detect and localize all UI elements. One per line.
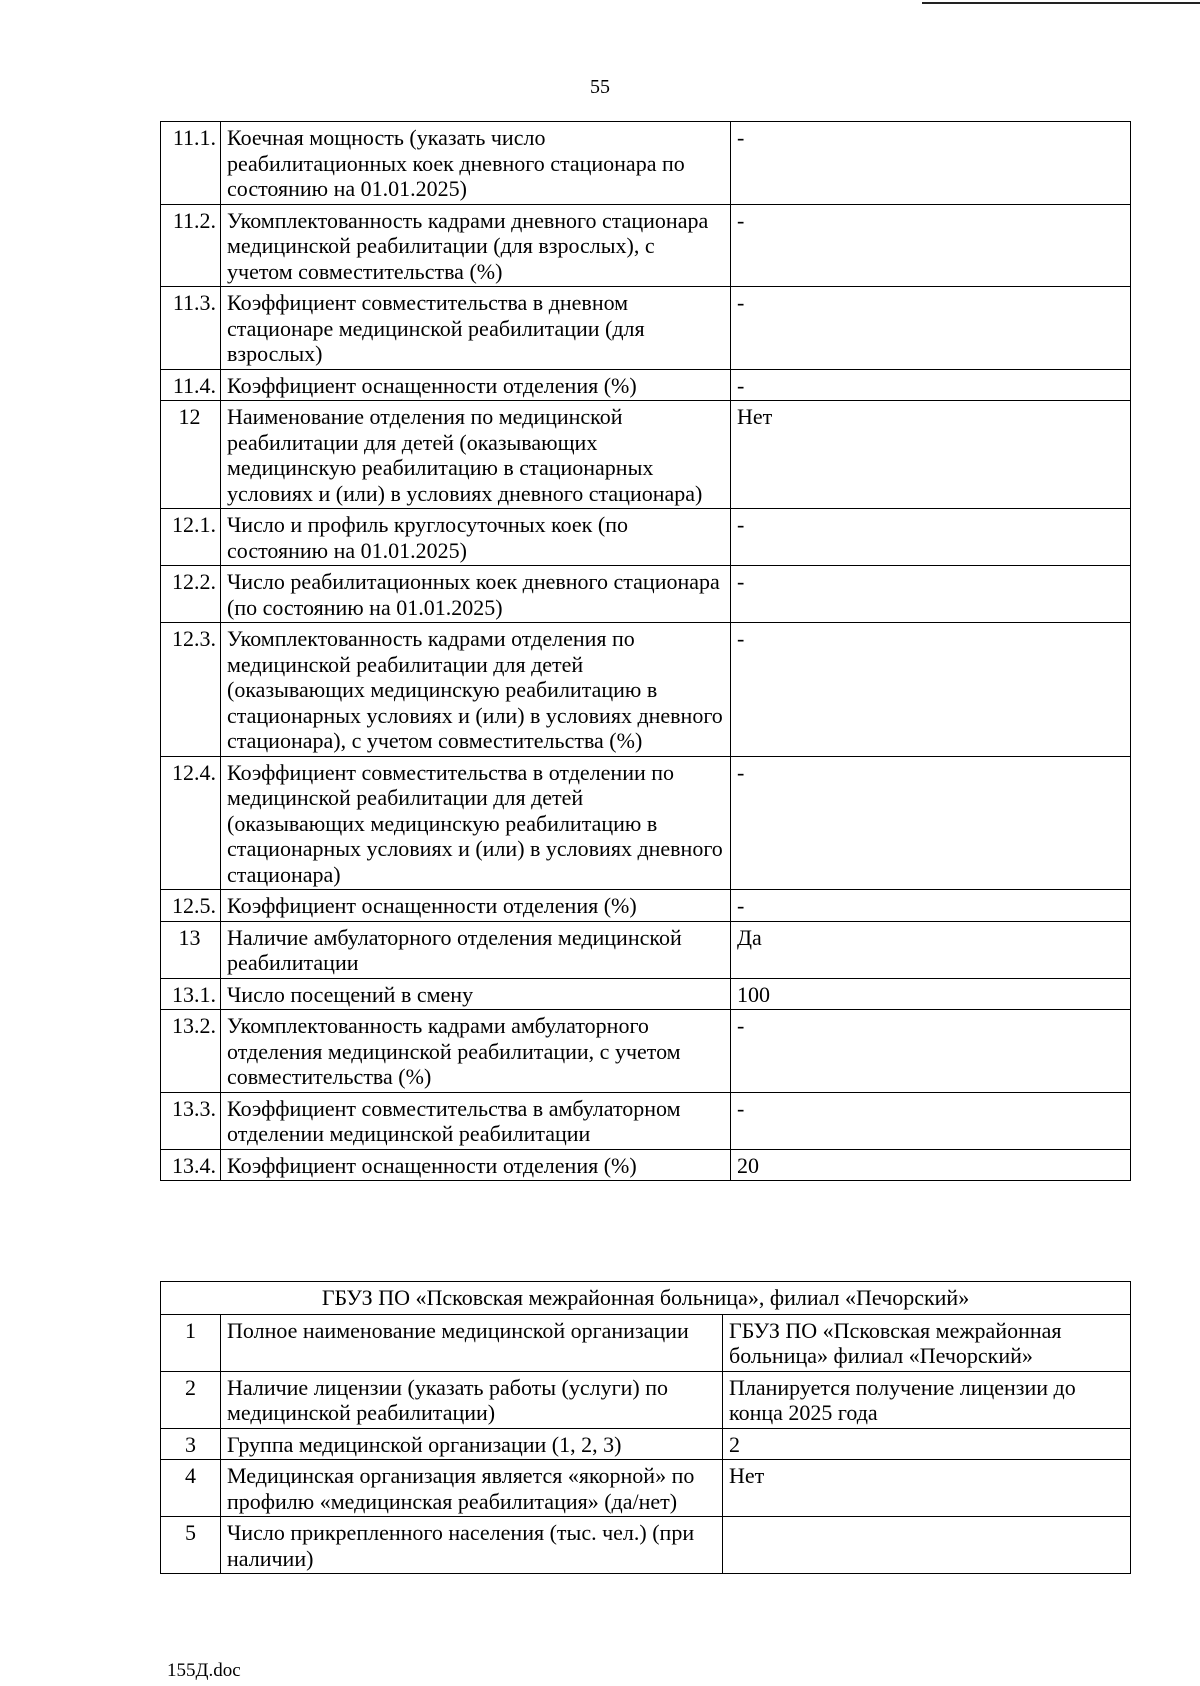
table-row <box>161 921 1131 978</box>
row-value: 2 <box>723 1428 1131 1460</box>
row-label: Коэффициент совместительства в дневном стационаре медицинской реабилитации (для взрослых) <box>221 287 731 370</box>
row-label: Число и профиль круглосуточных коек (по состоянию на 01.01.2025) <box>221 509 731 566</box>
row-label: Число прикрепленного населения (тыс. чел.) (при наличии) <box>221 1517 723 1574</box>
organization-table <box>160 1281 1131 1574</box>
row-value: - <box>731 756 1131 890</box>
row-number: 13 <box>161 921 221 978</box>
row-value: - <box>731 369 1131 401</box>
table-row <box>161 122 1131 205</box>
row-label: Коэффициент совместительства в отделении по медицинской реабилитации для детей (оказывающих медицинскую реабилитацию в стационарных условиях и (или) в условиях дневного стационара) <box>221 756 731 890</box>
row-number: 11.1. <box>161 122 221 205</box>
row-number: 11.4. <box>161 369 221 401</box>
table-row <box>161 1371 1131 1428</box>
table-row <box>161 756 1131 890</box>
table-row <box>161 204 1131 287</box>
page-number: 55 <box>590 76 610 98</box>
row-value: - <box>731 1010 1131 1093</box>
table-row <box>161 1314 1131 1371</box>
row-value: - <box>731 287 1131 370</box>
row-value: - <box>731 623 1131 757</box>
row-number: 12 <box>161 401 221 509</box>
row-number: 2 <box>161 1371 221 1428</box>
row-number: 12.4. <box>161 756 221 890</box>
row-label: Число посещений в смену <box>221 978 731 1010</box>
row-label: Коэффициент совместительства в амбулаторном отделении медицинской реабилитации <box>221 1092 731 1149</box>
row-label: Коечная мощность (указать число реабилитационных коек дневного стационара по состоянию на 01.01.2025) <box>221 122 731 205</box>
table-header-row <box>161 1282 1131 1315</box>
row-label: Наличие лицензии (указать работы (услуги) по медицинской реабилитации) <box>221 1371 723 1428</box>
table-row <box>161 1428 1131 1460</box>
table-row <box>161 890 1131 922</box>
row-label: Укомплектованность кадрами дневного стационара медицинской реабилитации (для взрослых), с учетом совместительства (%) <box>221 204 731 287</box>
row-value: - <box>731 509 1131 566</box>
row-label: Наличие амбулаторного отделения медицинской реабилитации <box>221 921 731 978</box>
row-value: - <box>731 566 1131 623</box>
row-label: Коэффициент оснащенности отделения (%) <box>221 890 731 922</box>
row-value: Нет <box>723 1460 1131 1517</box>
row-value: 20 <box>731 1149 1131 1181</box>
row-value: Планируется получение лицензии до конца 2025 года <box>723 1371 1131 1428</box>
table-row <box>161 1092 1131 1149</box>
table-row <box>161 566 1131 623</box>
row-number: 13.3. <box>161 1092 221 1149</box>
row-label: Группа медицинской организации (1, 2, 3) <box>221 1428 723 1460</box>
row-value: 100 <box>731 978 1131 1010</box>
row-label: Полное наименование медицинской организации <box>221 1314 723 1371</box>
row-label: Коэффициент оснащенности отделения (%) <box>221 1149 731 1181</box>
row-label: Укомплектованность кадрами отделения по медицинской реабилитации для детей (оказывающих медицинскую реабилитацию в стационарных условиях и (или) в условиях дневного стационара), с учетом совместительства (%) <box>221 623 731 757</box>
row-label: Наименование отделения по медицинской реабилитации для детей (оказывающих медицинскую реабилитацию в стационарных условиях и (или) в условиях дневного стационара) <box>221 401 731 509</box>
row-value: ГБУЗ ПО «Псковская межрайонная больница» филиал «Печорский» <box>723 1314 1131 1371</box>
row-value: - <box>731 122 1131 205</box>
row-number: 3 <box>161 1428 221 1460</box>
row-number: 11.3. <box>161 287 221 370</box>
table-row <box>161 509 1131 566</box>
row-value: - <box>731 1092 1131 1149</box>
table-row <box>161 1149 1131 1181</box>
row-label: Укомплектованность кадрами амбулаторного отделения медицинской реабилитации, с учетом совместительства (%) <box>221 1010 731 1093</box>
row-number: 13.4. <box>161 1149 221 1181</box>
row-number: 12.3. <box>161 623 221 757</box>
table-row <box>161 401 1131 509</box>
row-number: 12.1. <box>161 509 221 566</box>
row-number: 5 <box>161 1517 221 1574</box>
scan-edge-line <box>922 2 1200 4</box>
row-value: - <box>731 204 1131 287</box>
row-number: 11.2. <box>161 204 221 287</box>
row-number: 13.1. <box>161 978 221 1010</box>
document-filename: 155Д.doc <box>167 1660 241 1681</box>
row-label: Коэффициент оснащенности отделения (%) <box>221 369 731 401</box>
row-value <box>723 1517 1131 1574</box>
row-number: 1 <box>161 1314 221 1371</box>
table-row <box>161 287 1131 370</box>
row-label: Медицинская организация является «якорной» по профилю «медицинская реабилитация» (да/нет) <box>221 1460 723 1517</box>
table-row <box>161 1517 1131 1574</box>
table-row <box>161 623 1131 757</box>
table-row <box>161 369 1131 401</box>
table-row <box>161 1010 1131 1093</box>
row-number: 12.5. <box>161 890 221 922</box>
row-value: - <box>731 890 1131 922</box>
row-label: Число реабилитационных коек дневного стационара (по состоянию на 01.01.2025) <box>221 566 731 623</box>
row-value: Да <box>731 921 1131 978</box>
table-row <box>161 978 1131 1010</box>
row-number: 4 <box>161 1460 221 1517</box>
row-value: Нет <box>731 401 1131 509</box>
row-number: 13.2. <box>161 1010 221 1093</box>
table-row <box>161 1460 1131 1517</box>
row-number: 12.2. <box>161 566 221 623</box>
indicators-table <box>160 121 1131 1181</box>
organization-header: ГБУЗ ПО «Псковская межрайонная больница», филиал «Печорский» <box>161 1282 1131 1315</box>
